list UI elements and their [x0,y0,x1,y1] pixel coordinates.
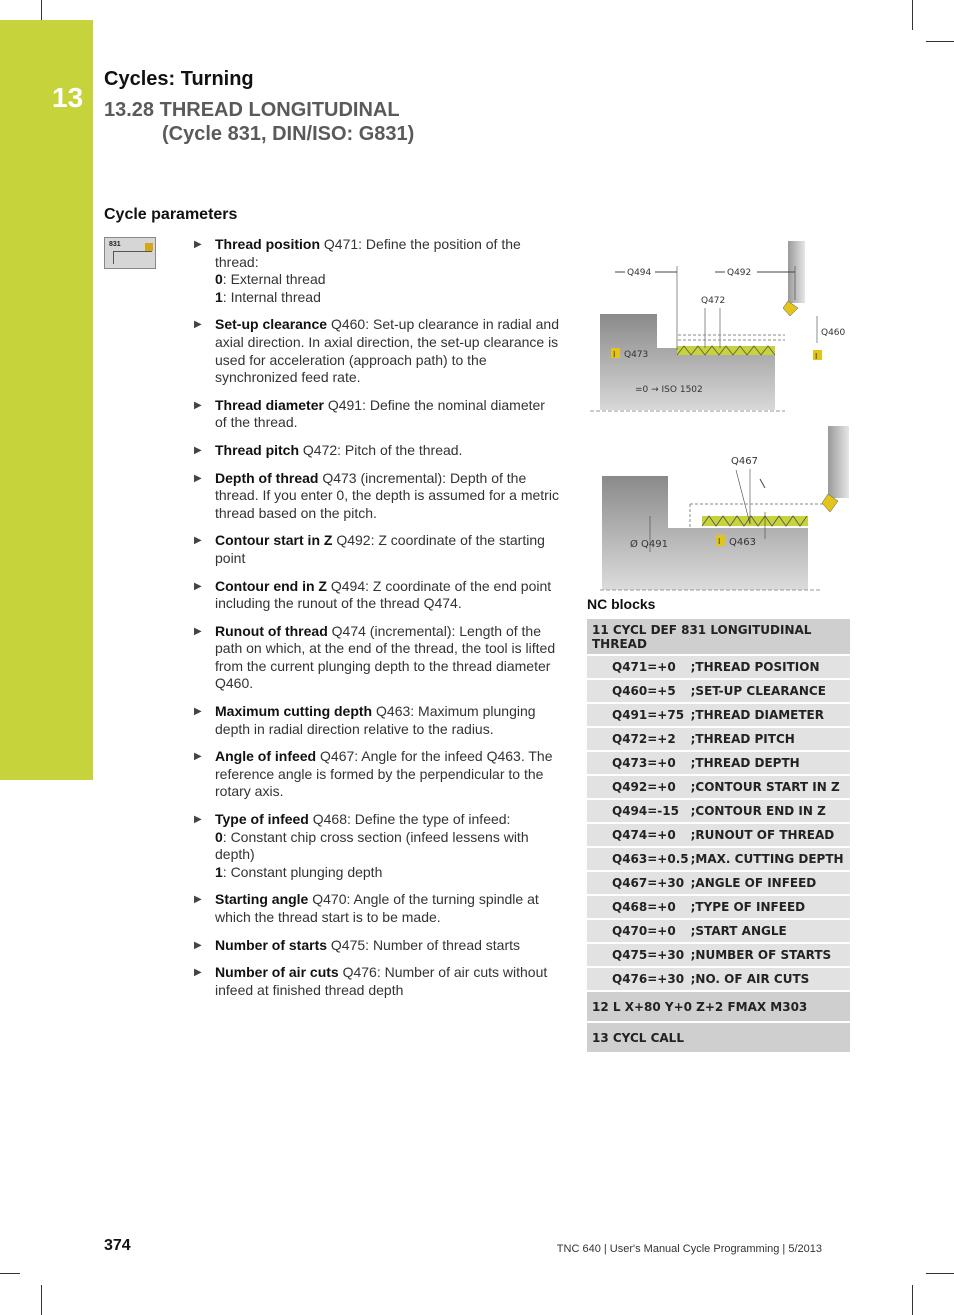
marker-label: I [718,537,721,546]
param-name: Thread pitch [215,441,300,458]
tool-icon [145,243,153,251]
nc-row [587,799,850,823]
nc-param-value: Q472=+2 [587,727,689,751]
param-desc: Q470: Angle of the turning spindle at which the thread start is to be made. [215,891,539,925]
label-q463: Q463 [729,537,756,548]
chapter-number: 13 [52,82,84,113]
bullet-arrow-icon: ▶ [194,814,202,826]
nc-param-value: Q491=+75 [587,703,689,727]
param-name: Number of air cuts [215,964,339,981]
nc-row [587,895,850,919]
param-desc: Q460: Set-up clearance in radial and axial direction. In axial direction, the set-up clearance is used for acceleration (approach path) to the synchronized feed rate. [215,316,559,386]
bullet-arrow-icon: ▶ [194,472,202,484]
nc-param-comment: ;START ANGLE [689,919,850,943]
nc-row [587,871,850,895]
nc-param-comment: ;MAX. CUTTING DEPTH [689,847,850,871]
param-option: 0: External thread [215,271,326,288]
nc-row [587,943,850,967]
param-desc: Q471: Define the position of the thread: [215,236,521,270]
tool-insert-icon [783,301,798,316]
param-option: 1: Constant plunging depth [215,863,383,880]
section-title-line2: (Cycle 831, DIN/ISO: G831) [162,123,415,145]
nc-param-comment: ;ANGLE OF INFEED [689,871,850,895]
param-desc: Q494: Z coordinate of the end point including the runout of the thread Q474. [215,577,552,612]
bullet-arrow-icon: ▶ [194,894,202,906]
nc-row [587,703,850,727]
nc-row [587,655,850,679]
param-name: Maximum cutting depth [215,703,373,720]
nc-param-comment: ;NO. OF AIR CUTS [689,967,850,991]
nc-param-comment: ;THREAD DIAMETER [689,703,850,727]
param-setup-clearance [194,316,560,386]
thread-diagram-2 [600,424,855,596]
nc-param-comment: ;THREAD DEPTH [689,751,850,775]
nc-row [587,751,850,775]
crop-mark [0,1273,20,1274]
crop-mark [926,41,954,42]
param-option: 0: Constant chip cross section (infeed lessens with depth) [215,828,529,863]
param-number-of-air-cuts [194,964,560,999]
label-q492: Q492 [727,268,752,278]
nc-param-comment: ;TYPE OF INFEED [689,895,850,919]
nc-param-value: Q473=+0 [587,751,689,775]
bullet-arrow-icon: ▶ [194,706,202,718]
param-desc: Q467: Angle for the infeed Q463. The reference angle is formed by the perpendicular to the rotary axis. [215,748,553,800]
label-q473: Q473 [624,350,649,360]
marker-label: I [613,350,616,359]
bullet-arrow-icon: ▶ [194,399,202,411]
param-name: Type of infeed [215,811,309,828]
param-runout [194,623,560,693]
param-thread-pitch [194,442,560,460]
nc-param-comment: ;CONTOUR START IN Z [689,775,850,799]
marker-label: I [815,352,818,361]
param-contour-start [194,532,560,567]
nc-param-value: Q471=+0 [587,655,689,679]
label-q494: Q494 [627,268,652,278]
param-name: Contour end in Z [215,577,327,594]
param-name: Number of starts [215,936,328,953]
param-name: Thread position [215,236,320,252]
param-type-of-infeed [194,811,560,881]
parameter-list [194,236,560,1009]
param-desc: Q476: Number of air cuts without infeed at finished thread depth [215,964,548,998]
bullet-arrow-icon: ▶ [194,239,202,250]
param-name: Thread diameter [215,396,324,413]
nc-param-value: Q468=+0 [587,895,689,919]
param-name: Contour start in Z [215,532,333,549]
nc-blocks-heading: NC blocks [587,596,656,612]
nc-param-comment: ;THREAD PITCH [689,727,850,751]
param-desc: Q475: Number of thread starts [330,936,521,953]
param-desc: Q473 (incremental): Depth of the thread. If you enter 0, the depth is assumed for a metric thread based on the pitch. [215,469,559,521]
nc-row [587,679,850,703]
nc-block-text: 11 CYCL DEF 831 LONGITUDINAL THREAD [587,619,850,655]
param-desc: Q463: Maximum plunging depth in radial direction relative to the radius. [215,703,536,737]
cycle-parameters-heading: Cycle parameters [104,206,238,223]
bullet-arrow-icon: ▶ [194,967,202,979]
param-desc: Q474 (incremental): Length of the path on which, at the end of the thread, the tool is lifted from the current plunging depth to the thread diameter Q460. [215,622,556,692]
nc-row [587,775,850,799]
nc-row [587,1022,850,1053]
nc-param-comment: ;SET-UP CLEARANCE [689,679,850,703]
workpiece [602,476,808,590]
workpiece [600,314,775,410]
nc-row [587,727,850,751]
nc-block-text: 12 L X+80 Y+0 Z+2 FMAX M303 [587,991,850,1022]
nc-param-comment: ;NUMBER OF STARTS [689,943,850,967]
param-starting-angle [194,891,560,926]
bullet-arrow-icon: ▶ [194,319,202,331]
crop-mark [912,1285,913,1315]
param-depth-of-thread [194,470,560,523]
nc-row [587,967,850,991]
section-title-line1: 13.28 THREAD LONGITUDINAL [104,99,400,121]
param-name: Starting angle [215,891,309,908]
nc-param-value: Q460=+5 [587,679,689,703]
bullet-arrow-icon: ▶ [194,939,202,951]
crop-mark [41,0,42,20]
nc-param-value: Q475=+30 [587,943,689,967]
nc-param-value: Q476=+30 [587,967,689,991]
nc-block-text: 13 CYCL CALL [587,1022,850,1053]
nc-row [587,991,850,1022]
param-thread-diameter [194,397,560,432]
param-name: Depth of thread [215,469,319,486]
workpiece-outline [113,251,152,264]
nc-param-value: Q467=+30 [587,871,689,895]
nc-row [587,823,850,847]
param-angle-of-infeed [194,748,560,801]
param-desc: Q472: Pitch of the thread. [302,441,463,458]
nc-row [587,847,850,871]
crop-mark [41,1285,42,1315]
cycle-831-softkey-icon [104,237,156,269]
bullet-arrow-icon: ▶ [194,625,202,637]
crop-mark [926,1273,954,1274]
bullet-arrow-icon: ▶ [194,580,202,592]
nc-row [587,619,850,655]
nc-param-value: Q492=+0 [587,775,689,799]
param-contour-end [194,578,560,613]
nc-param-comment: ;CONTOUR END IN Z [689,799,850,823]
param-max-cutting-depth [194,703,560,738]
nc-param-value: Q494=-15 [587,799,689,823]
thread-diagram-1 [585,238,855,418]
bullet-arrow-icon: ▶ [194,444,202,456]
nc-blocks-table [587,619,850,1054]
label-q472: Q472 [701,296,726,306]
nc-param-value: Q470=+0 [587,919,689,943]
chapter-title: Cycles: Turning [104,68,254,90]
bullet-arrow-icon: ▶ [194,535,202,547]
turning-tool [828,426,849,498]
bullet-arrow-icon: ▶ [194,751,202,763]
param-number-of-starts [194,937,560,955]
softkey-label: 831 [109,241,121,248]
param-name: Angle of infeed [215,748,317,765]
param-option: 1: Internal thread [215,288,321,305]
nc-param-value: Q474=+0 [587,823,689,847]
footer-text: TNC 640 | User's Manual Cycle Programming | 5/2013 [556,1243,822,1255]
param-desc: Q492: Z coordinate of the starting point [215,532,545,566]
chapter-tab [0,20,93,780]
nc-param-value: Q463=+0.5 [587,847,689,871]
section-title [104,98,414,146]
nc-row [587,919,850,943]
label-q467: Q467 [731,456,758,467]
param-thread-position [194,236,560,306]
param-name: Set-up clearance [215,316,328,333]
param-desc: Q468: Define the type of infeed: [312,811,511,828]
nc-param-comment: ;THREAD POSITION [689,655,850,679]
nc-param-comment: ;RUNOUT OF THREAD [689,823,850,847]
crop-mark [912,0,913,30]
param-name: Runout of thread [215,622,328,639]
label-iso: =0 → ISO 1502 [635,385,703,395]
label-q491: Ø Q491 [630,539,669,550]
page-number: 374 [104,1237,131,1254]
label-q460: Q460 [821,328,846,338]
param-desc: Q491: Define the nominal diameter of the thread. [215,396,545,431]
